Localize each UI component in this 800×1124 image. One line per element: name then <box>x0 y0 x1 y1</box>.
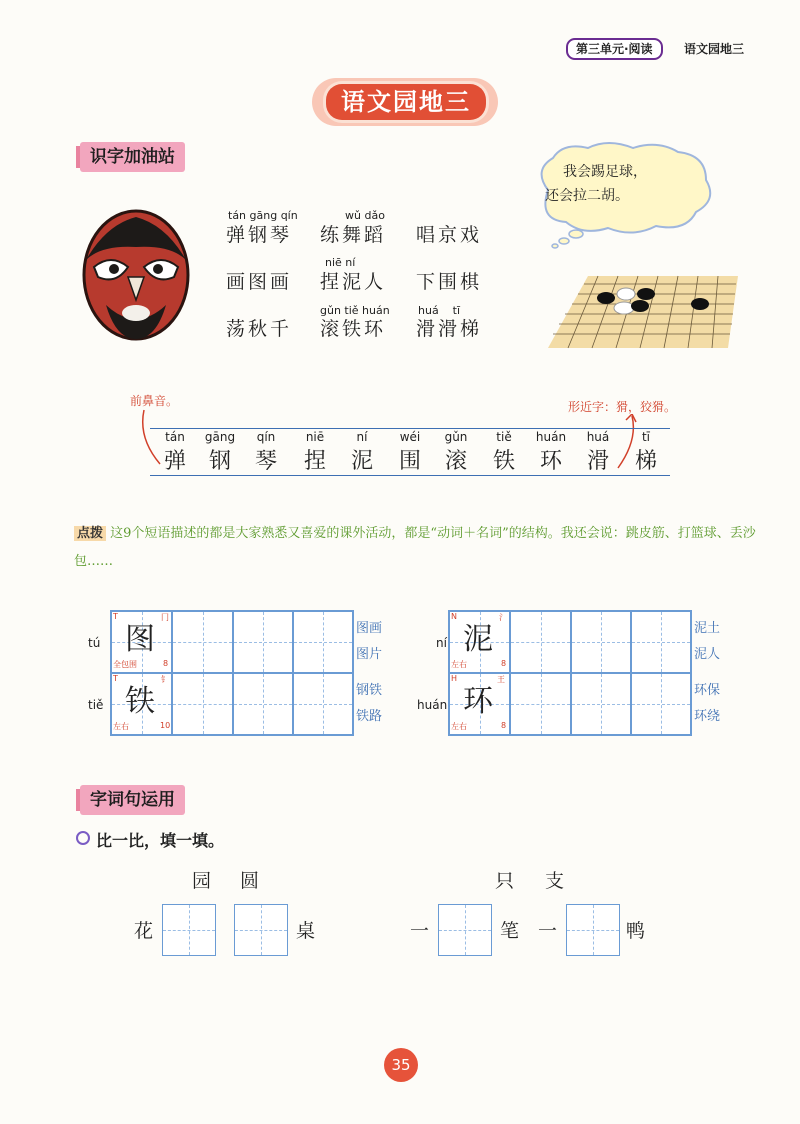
strip-pinyin: tī <box>641 430 651 444</box>
option-char: 圆 <box>240 870 260 892</box>
phrase-pinyin: niē ní <box>325 256 356 269</box>
phrase: 唱京戏 <box>416 224 483 246</box>
phrase: 捏泥人 <box>320 271 387 293</box>
strip-pinyin: huá <box>586 430 610 444</box>
note-similar-char: 形近字：猾，狡猾。 <box>568 400 677 414</box>
stroke-count: 10 <box>160 721 171 730</box>
context-char: 鸭 <box>626 920 646 942</box>
radical: 冂 <box>161 613 169 622</box>
phrase-pinyin: huá tī <box>418 304 461 317</box>
bubble-tail <box>548 228 588 250</box>
strip-pinyin: niē <box>305 430 325 444</box>
strip-char: 环 <box>539 449 562 474</box>
strip-pinyin: qín <box>256 430 276 444</box>
strip-rule-top <box>150 428 670 429</box>
bubble-line: 还会拉二胡。 <box>545 188 629 204</box>
first-letter: T <box>113 612 118 621</box>
model-char: 泥 <box>463 622 493 657</box>
answer-box[interactable] <box>162 904 216 956</box>
strip-char: 泥 <box>350 449 373 474</box>
tip-paragraph <box>74 520 764 576</box>
strip-rule-bottom <box>150 475 670 476</box>
example-word: 泥土 <box>694 621 721 636</box>
bubble-line: 我会踢足球， <box>563 164 647 180</box>
grid-cell[interactable] <box>631 673 691 735</box>
stroke-count: 8 <box>501 659 507 668</box>
example-word: 钢铁 <box>356 683 383 698</box>
char-pinyin: ní <box>436 636 447 650</box>
strip-pinyin: tán <box>165 430 185 444</box>
grid-cell[interactable] <box>293 611 353 673</box>
radical: 王 <box>497 675 505 684</box>
phrase: 滚铁环 <box>320 318 387 340</box>
strip-char: 梯 <box>634 449 657 474</box>
context-char: 一 <box>410 920 430 942</box>
unit-label: 第三单元·阅读 <box>566 38 663 60</box>
example-word: 图画 <box>356 621 383 636</box>
grid-cell[interactable] <box>631 611 691 673</box>
grid-cell[interactable] <box>571 673 631 735</box>
structure: 全包围 <box>113 660 137 669</box>
strip-char: 滑 <box>586 449 609 474</box>
radical: 氵 <box>499 613 507 622</box>
phrase: 画图画 <box>226 271 293 293</box>
grid-cell[interactable] <box>293 673 353 735</box>
bubble-text <box>545 160 705 208</box>
phrase-pinyin: tán gāng qín <box>228 209 298 222</box>
grid-cell[interactable] <box>571 611 631 673</box>
answer-box[interactable] <box>234 904 288 956</box>
strip-char: 围 <box>398 449 421 474</box>
char-pinyin: huán <box>417 698 448 712</box>
grid-cell[interactable] <box>510 611 571 673</box>
phrase-pinyin: wǔ dǎo <box>345 209 385 222</box>
section-label-usage: 字词句运用 <box>80 785 185 815</box>
stroke-count: 8 <box>501 721 507 730</box>
strip-char: 铁 <box>492 449 515 474</box>
strip-char: 钢 <box>208 449 231 474</box>
first-letter: N <box>451 612 457 621</box>
grid-cell[interactable] <box>233 673 293 735</box>
structure: 左右 <box>451 660 467 669</box>
context-char: 一 <box>538 920 558 942</box>
strip-char: 弹 <box>163 449 186 474</box>
model-char: 图 <box>125 622 155 657</box>
first-letter: T <box>113 674 118 683</box>
phrase: 弹钢琴 <box>226 224 293 246</box>
section-header: 语文园地三 <box>684 42 745 56</box>
grid-cell[interactable] <box>172 673 233 735</box>
structure: 左右 <box>113 722 129 731</box>
phrase: 练舞蹈 <box>320 224 387 246</box>
bullet-icon <box>76 831 90 845</box>
opera-mask-image <box>76 205 196 345</box>
strip-pinyin: gāng <box>204 430 236 444</box>
phrase: 荡秋千 <box>226 318 293 340</box>
option-char: 园 <box>192 870 212 892</box>
go-board-image <box>548 268 738 353</box>
exercise-title: 比一比，填一填。 <box>96 831 225 850</box>
example-word: 铁路 <box>356 709 383 724</box>
grid-cell[interactable] <box>233 611 293 673</box>
grid-cell[interactable] <box>510 673 571 735</box>
phrase: 下围棋 <box>416 271 483 293</box>
page-title: 语文园地三 <box>326 84 486 120</box>
option-char: 支 <box>545 870 565 892</box>
option-char: 只 <box>495 870 515 892</box>
section-label-literacy: 识字加油站 <box>80 142 185 172</box>
context-char: 笔 <box>500 920 520 942</box>
strip-pinyin: huán <box>535 430 567 444</box>
phrase: 滑滑梯 <box>416 318 483 340</box>
tip-label: 点拨 <box>74 526 106 541</box>
strip-char: 捏 <box>303 449 326 474</box>
example-word: 环绕 <box>694 709 721 724</box>
structure: 左右 <box>451 722 467 731</box>
strip-char: 滚 <box>444 449 467 474</box>
strip-pinyin: wéi <box>399 430 421 444</box>
strip-pinyin: gǔn <box>444 430 468 444</box>
strip-char: 琴 <box>254 449 277 474</box>
example-word: 泥人 <box>694 647 721 662</box>
answer-box[interactable] <box>566 904 620 956</box>
phrase-pinyin: gǔn tiě huán <box>320 304 390 317</box>
answer-box[interactable] <box>438 904 492 956</box>
first-letter: H <box>451 674 458 683</box>
example-word: 环保 <box>694 683 721 698</box>
model-char: 铁 <box>125 684 155 719</box>
char-pinyin: tiě <box>88 698 104 712</box>
context-char: 桌 <box>296 920 316 942</box>
strip-pinyin: tiě <box>496 430 512 444</box>
context-char: 花 <box>134 920 154 942</box>
model-char: 环 <box>463 684 493 719</box>
strip-pinyin: ní <box>356 430 368 444</box>
example-word: 图片 <box>356 647 383 662</box>
radical: 钅 <box>161 675 169 684</box>
page-number: 35 <box>384 1048 418 1082</box>
tip-text: 这9个短语描述的都是大家熟悉又喜爱的课外活动，都是“动词＋名词”的结构。我还会说：跳皮筋、打篮球、丢沙包…… <box>74 526 756 569</box>
stroke-count: 8 <box>163 659 169 668</box>
grid-cell[interactable] <box>172 611 233 673</box>
char-pinyin: tú <box>88 636 101 650</box>
note-front-nasal: 前鼻音。 <box>130 394 179 408</box>
